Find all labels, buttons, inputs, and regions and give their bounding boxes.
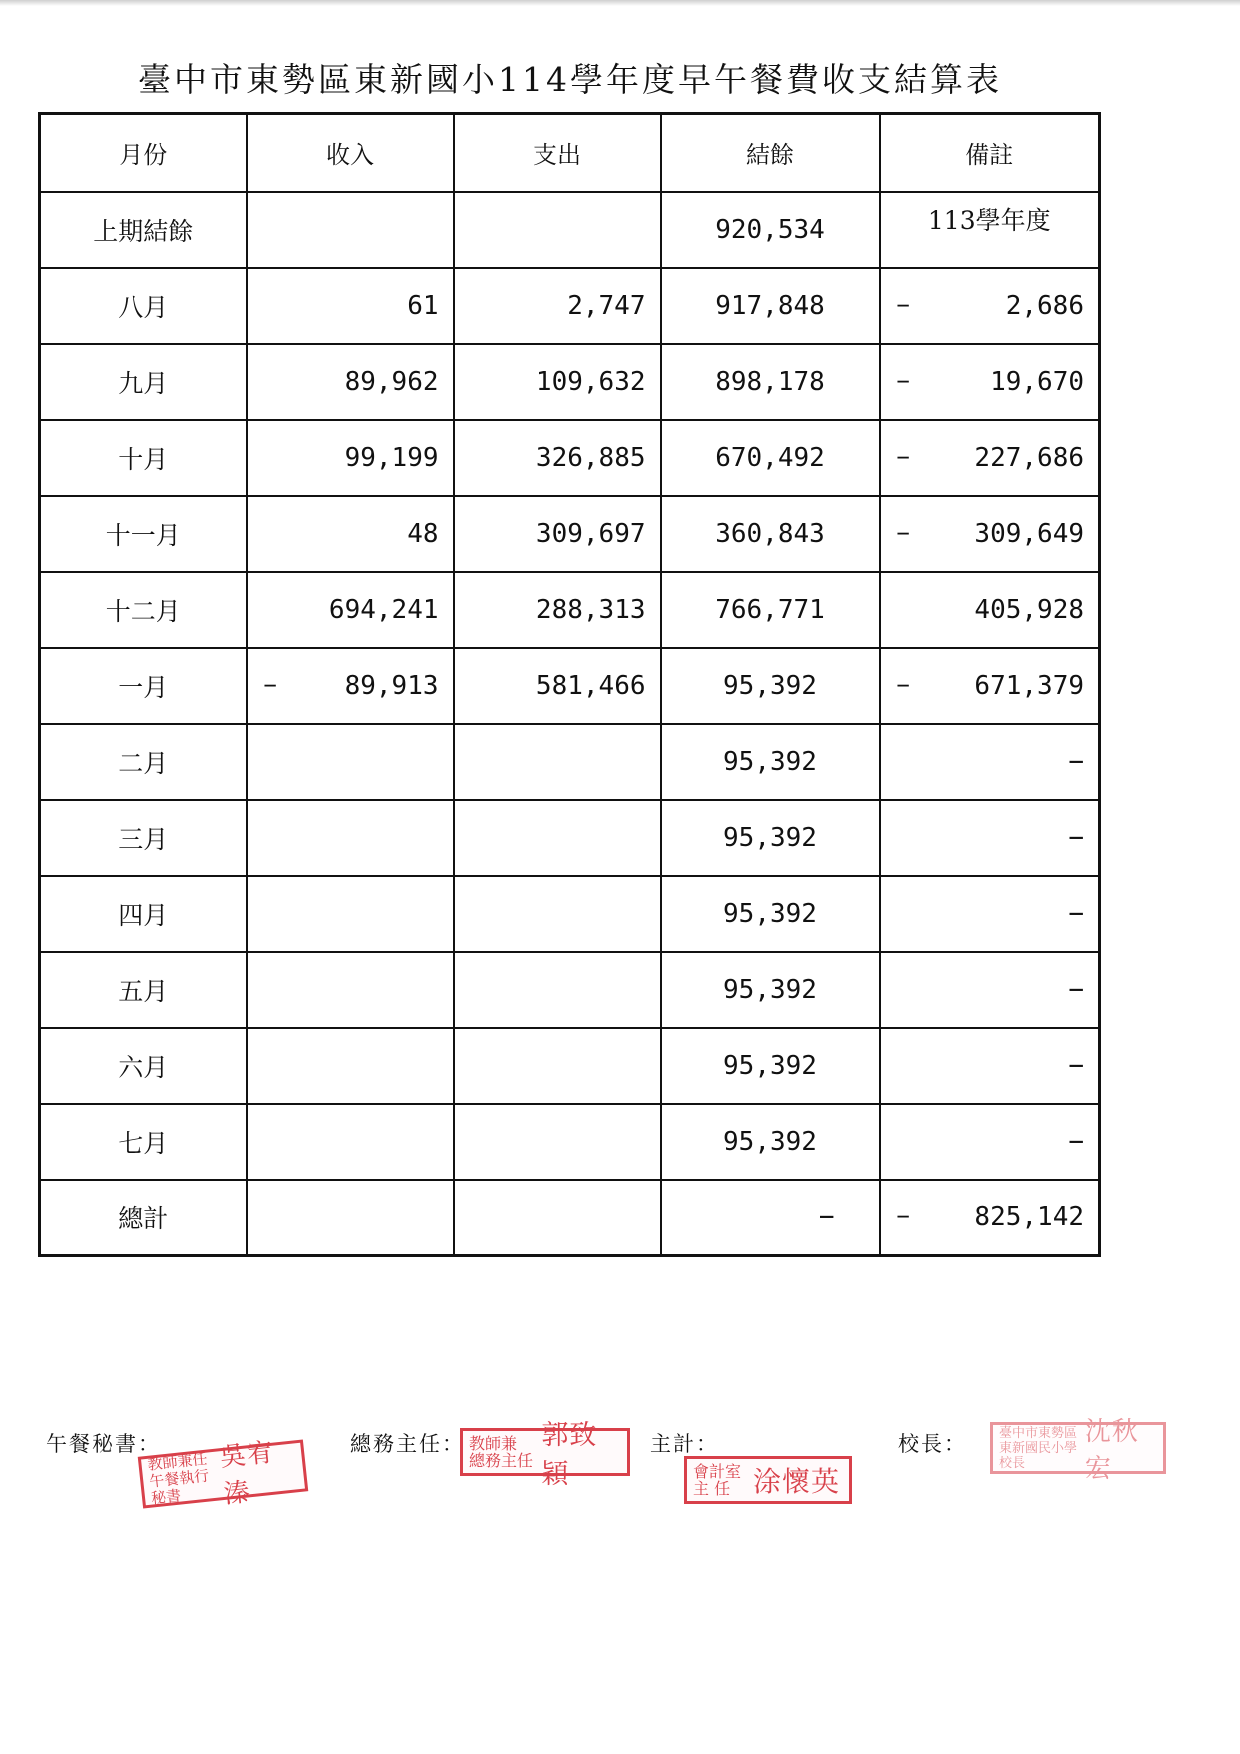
table-row: [40, 420, 1100, 496]
opening-row: [40, 192, 1100, 268]
expense-cell: [454, 1028, 661, 1104]
sig-label-secretary: 午餐秘書：: [46, 1432, 161, 1456]
note-cell: [880, 572, 1100, 648]
table-row: [40, 648, 1100, 724]
seal-accounting-name: 涂懷英: [753, 1465, 841, 1498]
income-cell: [247, 1028, 454, 1104]
seal-secretary-name: 吳宥溱: [218, 1437, 276, 1510]
month-cell: 五月: [40, 952, 247, 1028]
table-row: [40, 1028, 1100, 1104]
table-row: [40, 344, 1100, 420]
note-cell: [880, 952, 1100, 1028]
opening-label: 上期結餘: [40, 192, 247, 268]
note-cell: [880, 268, 1100, 344]
sig-label-principal: 校長：: [898, 1432, 967, 1456]
month-cell: 七月: [40, 1104, 247, 1180]
note-cell: [880, 344, 1100, 420]
document-title: 臺中市東勢區東新國小114學年度早午餐費收支結算表: [138, 60, 1002, 99]
note-cell: [880, 648, 1100, 724]
income-cell: [247, 572, 454, 648]
scan-edge: [0, 0, 1240, 6]
header-expense: 支出: [454, 114, 661, 192]
note-value: −: [1068, 898, 1084, 929]
note-sign: −: [896, 293, 910, 318]
total-note: 825,142: [974, 1202, 1084, 1233]
seal-principal-title: 臺中市東勢區 東新國民小學校長: [999, 1425, 1078, 1471]
expense-cell: [454, 1104, 661, 1180]
note-value: −: [1068, 974, 1084, 1005]
balance-cell: 95,392: [661, 724, 880, 800]
balance-cell: 95,392: [661, 800, 880, 876]
note-cell: [880, 496, 1100, 572]
expense-cell: 109,632: [454, 344, 661, 420]
table-row: [40, 876, 1100, 952]
seal-secretary: [138, 1439, 309, 1508]
balance-cell: 95,392: [661, 648, 880, 724]
income-cell: [247, 344, 454, 420]
note-value: 2,686: [1005, 290, 1084, 321]
income-cell: [247, 496, 454, 572]
expense-cell: 326,885: [454, 420, 661, 496]
balance-cell: 898,178: [661, 344, 880, 420]
note-cell: [880, 724, 1100, 800]
month-rows: [40, 268, 1100, 1180]
month-cell: 十一月: [40, 496, 247, 572]
income-cell: [247, 1104, 454, 1180]
note-value: −: [1068, 1126, 1084, 1157]
note-cell: [880, 1104, 1100, 1180]
total-label: 總計: [40, 1180, 247, 1256]
expense-cell: 581,466: [454, 648, 661, 724]
expense-cell: 288,313: [454, 572, 661, 648]
header-row: [40, 114, 1100, 192]
total-note-sign: −: [896, 1204, 910, 1230]
opening-note: 113學年度: [927, 205, 1051, 235]
signature-row: [0, 1417, 1240, 1518]
table-row: [40, 572, 1100, 648]
balance-cell: 95,392: [661, 952, 880, 1028]
note-value: 19,670: [990, 366, 1084, 397]
seal-accounting-title: 會計室 主 任: [693, 1462, 742, 1498]
note-value: 405,928: [974, 594, 1084, 625]
sig-label-general-affairs: 總務主任：: [350, 1432, 465, 1456]
table-row: [40, 496, 1100, 572]
note-value: −: [1068, 822, 1084, 853]
expense-cell: [454, 724, 661, 800]
income-value: 99,199: [344, 442, 439, 473]
month-cell: 十月: [40, 420, 247, 496]
note-value: 671,379: [974, 670, 1084, 701]
balance-cell: 766,771: [661, 572, 880, 648]
header-income: 收入: [247, 114, 454, 192]
month-cell: 二月: [40, 724, 247, 800]
balance-cell: 95,392: [661, 1028, 880, 1104]
balance-cell: 95,392: [661, 1104, 880, 1180]
income-value: 694,241: [328, 594, 439, 625]
balance-cell: 360,843: [661, 496, 880, 572]
total-row: [40, 1180, 1100, 1256]
table-row: [40, 952, 1100, 1028]
table-row: [40, 1104, 1100, 1180]
income-cell: [247, 800, 454, 876]
opening-expense: [454, 192, 661, 268]
balance-cell: 917,848: [661, 268, 880, 344]
note-sign: −: [896, 369, 910, 394]
note-sign: −: [896, 445, 910, 470]
income-cell: [247, 420, 454, 496]
month-cell: 四月: [40, 876, 247, 952]
month-cell: 八月: [40, 268, 247, 344]
balance-cell: 95,392: [661, 876, 880, 952]
seal-general-affairs-name: 郭致穎: [541, 1420, 598, 1490]
expense-cell: [454, 952, 661, 1028]
expense-cell: [454, 800, 661, 876]
table-row: [40, 724, 1100, 800]
note-cell: [880, 800, 1100, 876]
seal-general-affairs: [460, 1420, 630, 1490]
income-sign: −: [263, 673, 277, 698]
seal-accounting: [684, 1456, 852, 1504]
note-cell: [880, 420, 1100, 496]
income-cell: [247, 876, 454, 952]
table-row: [40, 800, 1100, 876]
total-expense: [454, 1180, 661, 1256]
income-cell: [247, 724, 454, 800]
note-sign: −: [896, 521, 910, 546]
ledger-table: [38, 112, 1101, 1257]
income-value: 48: [407, 518, 439, 549]
seal-principal-name: 沈秋宏: [1084, 1417, 1139, 1484]
month-cell: 六月: [40, 1028, 247, 1104]
month-cell: 三月: [40, 800, 247, 876]
income-value: 61: [407, 290, 439, 321]
note-value: 309,649: [974, 518, 1084, 549]
income-cell: [247, 952, 454, 1028]
header-note: 備註: [880, 114, 1100, 192]
note-value: −: [1068, 1050, 1084, 1081]
month-cell: 十二月: [40, 572, 247, 648]
seal-general-affairs-title: 教師兼 總務主任: [469, 1434, 534, 1470]
note-sign: −: [896, 673, 910, 698]
note-value: −: [1068, 746, 1084, 777]
expense-cell: 2,747: [454, 268, 661, 344]
table-row: [40, 268, 1100, 344]
seal-secretary-title: 教師兼任 午餐執行秘書: [146, 1449, 210, 1508]
expense-cell: 309,697: [454, 496, 661, 572]
month-cell: 一月: [40, 648, 247, 724]
note-cell: [880, 876, 1100, 952]
income-cell: [247, 268, 454, 344]
month-cell: 九月: [40, 344, 247, 420]
sig-label-accounting: 主計：: [650, 1432, 719, 1456]
income-cell: [247, 648, 454, 724]
income-value: 89,913: [344, 670, 439, 701]
total-note-cell: [880, 1180, 1100, 1256]
opening-balance: 920,534: [661, 192, 880, 268]
total-income: [247, 1180, 454, 1256]
expense-cell: [454, 876, 661, 952]
balance-cell: 670,492: [661, 420, 880, 496]
opening-note-cell: [880, 192, 1100, 268]
header-balance: 結餘: [661, 114, 880, 192]
total-balance: −: [661, 1180, 880, 1256]
note-value: 227,686: [974, 442, 1084, 473]
note-cell: [880, 1028, 1100, 1104]
seal-principal: [990, 1417, 1166, 1484]
header-month: 月份: [40, 114, 247, 192]
income-value: 89,962: [344, 366, 439, 397]
opening-income: [247, 192, 454, 268]
